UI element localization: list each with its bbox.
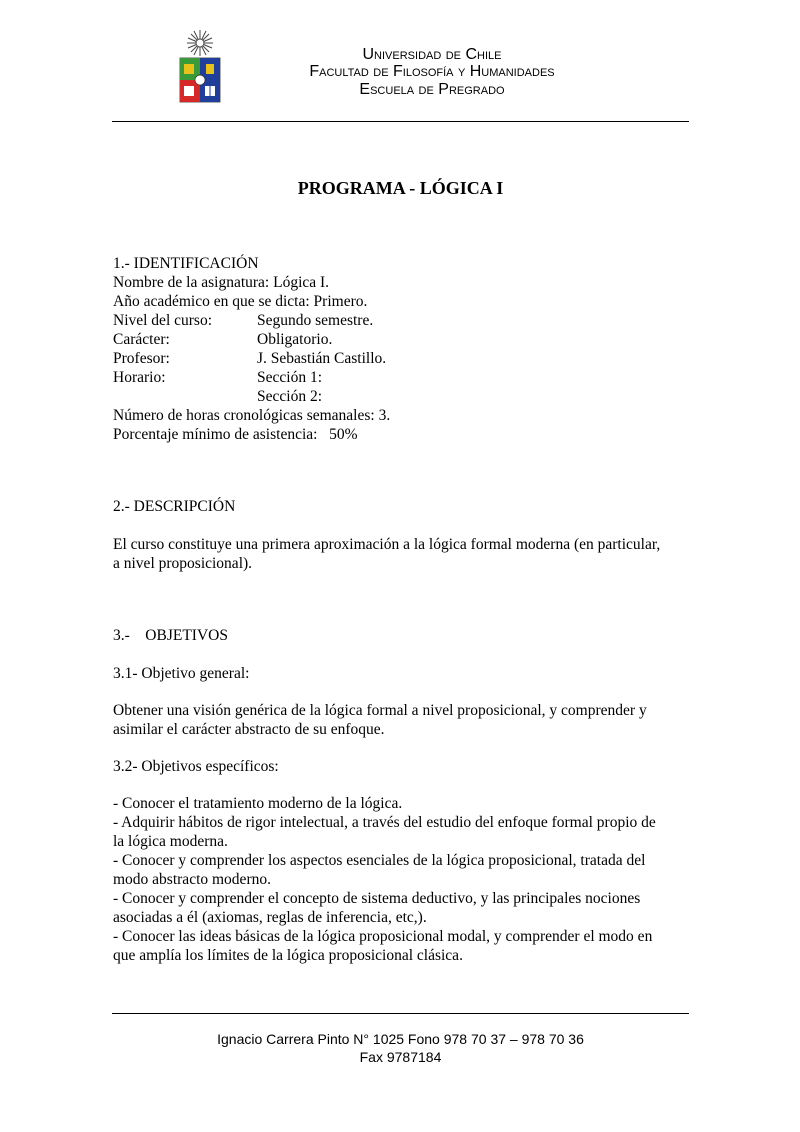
objetivo-especifico-line: - Conocer el tratamiento moderno de la lógica. bbox=[113, 795, 403, 812]
objetivo-especifico-line: que amplía los límites de la lógica proposicional clásica. bbox=[113, 947, 463, 964]
objetivos-especificos-heading: 3.2- Objetivos específicos: bbox=[113, 758, 279, 775]
objetivo-especifico-line: - Conocer y comprender los aspectos esenciales de la lógica proposicional, tratada del bbox=[113, 852, 646, 869]
university-crest-icon bbox=[176, 28, 224, 106]
header-divider bbox=[112, 121, 689, 122]
caracter-value: Obligatorio. bbox=[257, 331, 333, 348]
objetivo-general-line: asimilar el carácter abstracto de su enfoque. bbox=[113, 721, 385, 738]
nivel-row bbox=[113, 311, 693, 330]
nivel-label: Nivel del curso: bbox=[113, 312, 213, 329]
profesor-row bbox=[113, 349, 693, 368]
nivel-value: Segundo semestre. bbox=[257, 312, 374, 329]
nombre-asignatura: Nombre de la asignatura: Lógica I. bbox=[113, 274, 330, 291]
identificacion-heading: 1.- IDENTIFICACIÓN bbox=[113, 255, 259, 272]
school-name: Escuela de Pregrado bbox=[359, 81, 505, 98]
descripcion-line: a nivel proposicional). bbox=[113, 555, 253, 572]
profesor-value: J. Sebastián Castillo. bbox=[257, 350, 387, 367]
identificacion-section bbox=[113, 254, 693, 444]
footer-address: Ignacio Carrera Pinto N° 1025 Fono 978 70 37 – 978 70 36 bbox=[217, 1031, 584, 1047]
anio-academico: Año académico en que se dicta: Primero. bbox=[113, 293, 368, 310]
descripcion-line: El curso constituye una primera aproximación a la lógica formal moderna (en particular, bbox=[113, 536, 661, 553]
horas-semanales: Número de horas cronológicas semanales: 3. bbox=[113, 407, 391, 424]
footer-fax: Fax 9787184 bbox=[359, 1049, 442, 1065]
horario-seccion-1: Sección 1: bbox=[257, 369, 322, 386]
objetivo-general-heading: 3.1- Objetivo general: bbox=[113, 665, 250, 682]
objetivo-especifico-line: - Conocer y comprender el concepto de sistema deductivo, y las principales nociones bbox=[113, 890, 641, 907]
objetivo-general-line: Obtener una visión genérica de la lógica formal a nivel proposicional, y comprender y bbox=[113, 702, 647, 719]
horario-label: Horario: bbox=[113, 369, 166, 386]
descripcion-text bbox=[113, 535, 693, 573]
university-name: Universidad de Chile bbox=[362, 46, 502, 63]
caracter-row bbox=[113, 330, 693, 349]
objetivos-heading: 3.- OBJETIVOS bbox=[113, 627, 228, 644]
footer-divider bbox=[112, 1013, 689, 1014]
faculty-name: Facultad de Filosofía y Humanidades bbox=[309, 63, 555, 80]
objetivo-especifico-line: modo abstracto moderno. bbox=[113, 871, 271, 888]
porcentaje-asistencia: Porcentaje mínimo de asistencia: 50% bbox=[113, 426, 358, 443]
page-title: PROGRAMA - LÓGICA I bbox=[297, 178, 504, 198]
objetivo-especifico-line: la lógica moderna. bbox=[113, 833, 228, 850]
objetivo-general-text bbox=[113, 701, 693, 739]
profesor-label: Profesor: bbox=[113, 350, 170, 367]
caracter-label: Carácter: bbox=[113, 331, 170, 348]
objetivo-especifico-line: - Conocer las ideas básicas de la lógica proposicional modal, y comprender el modo en bbox=[113, 928, 653, 945]
descripcion-heading: 2.- DESCRIPCIÓN bbox=[113, 498, 236, 515]
horario-seccion-2: Sección 2: bbox=[257, 388, 322, 405]
objetivos-especificos-list bbox=[113, 794, 693, 965]
objetivo-especifico-line: - Adquirir hábitos de rigor intelectual, a través del estudio del enfoque formal propio de bbox=[113, 814, 656, 831]
objetivo-especifico-line: asociadas a él (axiomas, reglas de inferencia, etc,). bbox=[113, 909, 427, 926]
horario-row bbox=[113, 368, 693, 387]
